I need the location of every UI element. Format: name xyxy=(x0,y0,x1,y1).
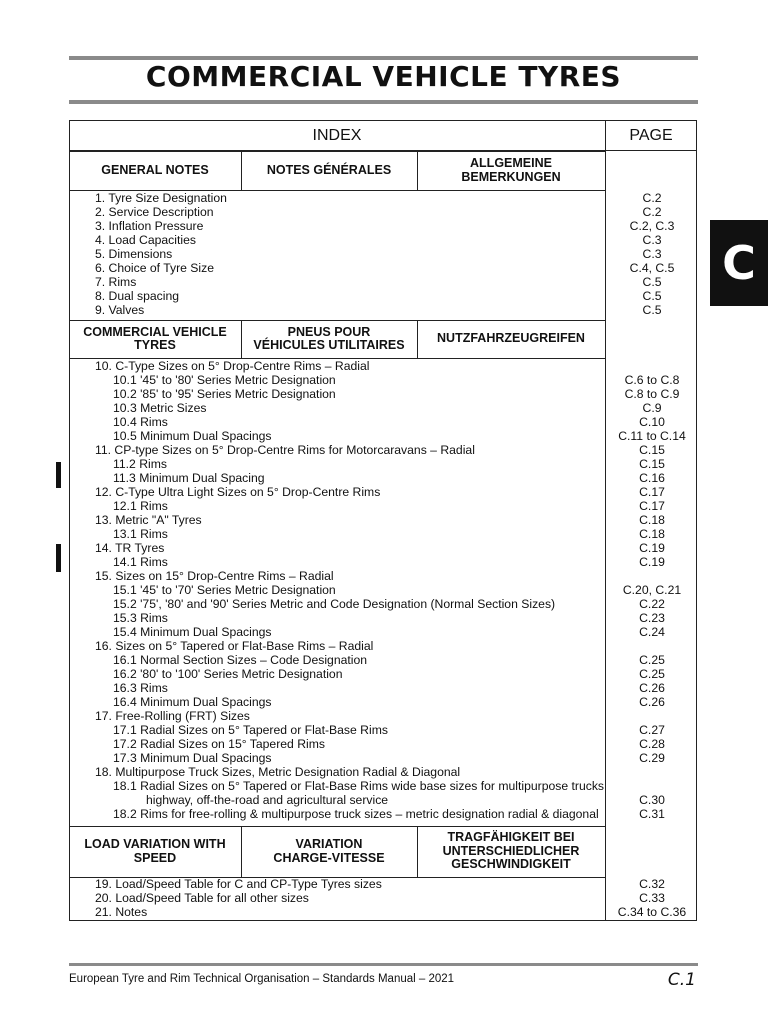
section-heading: NOTES GÉNÉRALES xyxy=(266,162,392,177)
entry-page: C.2 xyxy=(642,191,662,205)
footer-text: European Tyre and Rim Technical Organisation – Standards Manual – 2021 xyxy=(69,973,455,985)
index-entry: 16.4 Minimum Dual Spacings xyxy=(113,695,272,709)
entry-page: C.15 xyxy=(639,443,665,457)
section-heading: COMMERCIAL VEHICLE TYRES xyxy=(83,324,227,352)
entry-page: C.5 xyxy=(642,302,662,317)
index-entry: 10.5 Minimum Dual Spacings xyxy=(113,429,272,443)
index-entry: 10.4 Rims xyxy=(113,415,168,429)
index-entry: 15.4 Minimum Dual Spacings xyxy=(113,625,272,639)
index-entry: 3. Inflation Pressure xyxy=(95,218,204,233)
index-entry: 2. Service Description xyxy=(95,204,214,219)
entry-page: C.34 to C.36 xyxy=(617,904,687,919)
index-entry: 17. Free-Rolling (FRT) Sizes xyxy=(95,709,250,723)
index-entry: 15. Sizes on 15° Drop-Centre Rims – Radial xyxy=(95,569,334,583)
index-entry: 14. TR Tyres xyxy=(95,541,165,555)
entry-page: C.20, C.21 xyxy=(622,583,682,597)
index-entry: highway, off-the-road and agricultural service xyxy=(146,793,389,807)
index-entry: 11.3 Minimum Dual Spacing xyxy=(113,471,265,485)
entry-page: C.29 xyxy=(639,751,665,765)
entry-page: C.26 xyxy=(639,695,665,709)
index-entry: 18.1 Radial Sizes on 5° Tapered or Flat-Base Rims wide base sizes for multipurpose trucks xyxy=(113,779,605,793)
index-entry: 16.2 '80' to '100' Series Metric Designation xyxy=(113,667,343,681)
entry-page: C.9 xyxy=(642,401,662,415)
index-entry: 6. Choice of Tyre Size xyxy=(95,260,214,275)
page-heading: PAGE xyxy=(629,127,673,145)
entry-page: C.16 xyxy=(639,471,665,485)
entry-page: C.3 xyxy=(642,246,662,261)
entry-page: C.18 xyxy=(639,513,665,527)
section-heading: PNEUS POUR VÉHICULES UTILITAIRES xyxy=(253,324,405,352)
entry-page: C.5 xyxy=(642,274,662,289)
section-tab: C xyxy=(710,220,768,306)
index-entry: 4. Load Capacities xyxy=(95,232,196,247)
entry-page: C.33 xyxy=(639,890,665,905)
index-entry: 11. CP-type Sizes on 5° Drop-Centre Rims for Motorcaravans – Radial xyxy=(95,443,475,457)
index-entry: 18. Multipurpose Truck Sizes, Metric Designation Radial & Diagonal xyxy=(95,765,461,779)
index-entry: 16.1 Normal Section Sizes – Code Designation xyxy=(113,653,368,667)
section-heading: TRAGFÄHIGKEIT BEI UNTERSCHIEDLICHER GESCHWINDIGKEIT xyxy=(442,830,580,872)
index-entry: 15.3 Rims xyxy=(113,611,168,625)
index-entry: 11.2 Rims xyxy=(113,457,167,471)
entry-page: C.15 xyxy=(639,457,665,471)
change-bar xyxy=(56,462,61,488)
entry-page: C.31 xyxy=(639,807,665,821)
index-entry: 1. Tyre Size Designation xyxy=(95,191,227,205)
entry-page: C.17 xyxy=(639,485,665,499)
entry-page: C.23 xyxy=(639,611,665,625)
entry-page: C.3 xyxy=(642,232,662,247)
entry-page: C.30 xyxy=(639,793,665,807)
entry-page: C.25 xyxy=(639,653,665,667)
entry-page: C.2 xyxy=(642,204,662,219)
entry-page: C.25 xyxy=(639,667,665,681)
index-entry: 16. Sizes on 5° Tapered or Flat-Base Rims – Radial xyxy=(95,639,374,653)
index-entry: 18.2 Rims for free-rolling & multipurpose truck sizes – metric designation radial & diagonal xyxy=(113,807,599,821)
change-bar xyxy=(56,544,61,572)
entry-page: C.2, C.3 xyxy=(629,218,675,233)
entry-page: C.19 xyxy=(639,555,665,569)
section-heading: ALLGEMEINE BEMERKUNGEN xyxy=(461,156,561,184)
title-underline xyxy=(69,100,698,104)
index-entry: 12. C-Type Ultra Light Sizes on 5° Drop-Centre Rims xyxy=(95,485,381,499)
entry-page: C.27 xyxy=(639,723,665,737)
entry-page: C.8 to C.9 xyxy=(624,387,680,401)
index-entry: 15.2 '75', '80' and '90' Series Metric and Code Designation (Normal Section Sizes) xyxy=(113,597,556,611)
index-entry: 17.3 Minimum Dual Spacings xyxy=(113,751,272,765)
index-entry: 12.1 Rims xyxy=(113,499,168,513)
index-entry: 13.1 Rims xyxy=(113,527,168,541)
index-entry: 20. Load/Speed Table for all other sizes xyxy=(95,890,309,905)
footer-rule xyxy=(69,963,698,966)
entry-page: C.22 xyxy=(639,597,665,611)
index-entry: 15.1 '45' to '70' Series Metric Designation xyxy=(113,583,336,597)
index-entry: 19. Load/Speed Table for C and CP-Type Tyres sizes xyxy=(95,877,382,891)
index-entry: 13. Metric "A" Tyres xyxy=(95,513,202,527)
entry-page: C.10 xyxy=(639,415,665,429)
entry-page: C.17 xyxy=(639,499,665,513)
index-entry: 21. Notes xyxy=(95,904,148,919)
index-entry: 17.1 Radial Sizes on 5° Tapered or Flat-Base Rims xyxy=(113,723,388,737)
index-entry: 10.2 '85' to '95' Series Metric Designation xyxy=(113,387,336,401)
index-entry: 10. C-Type Sizes on 5° Drop-Centre Rims – Radial xyxy=(95,359,370,373)
entry-page: C.26 xyxy=(639,681,665,695)
index-entry: 16.3 Rims xyxy=(113,681,168,695)
index-entry: 10.1 '45' to '80' Series Metric Designation xyxy=(113,373,336,387)
entry-page: C.19 xyxy=(639,541,665,555)
index-entry: 9. Valves xyxy=(95,302,145,317)
section-heading: LOAD VARIATION WITH SPEED xyxy=(84,837,226,865)
entry-page: C.32 xyxy=(639,877,665,891)
entry-page: C.24 xyxy=(639,625,665,639)
page-number: C.1 xyxy=(667,970,696,990)
section-heading: NUTZFAHRZEUGREIFEN xyxy=(437,331,585,346)
entry-page: C.18 xyxy=(639,527,665,541)
entry-page: C.28 xyxy=(639,737,665,751)
index-entry: 7. Rims xyxy=(95,274,137,289)
entry-page: C.4, C.5 xyxy=(629,260,675,275)
page-title: COMMERCIAL VEHICLE TYRES xyxy=(145,60,622,93)
entry-page: C.11 to C.14 xyxy=(618,429,686,443)
section-heading: VARIATION CHARGE-VITESSE xyxy=(273,837,385,865)
index-entry: 5. Dimensions xyxy=(95,246,173,261)
index-heading: INDEX xyxy=(312,127,362,145)
section-heading: GENERAL NOTES xyxy=(101,162,209,177)
index-entry: 17.2 Radial Sizes on 15° Tapered Rims xyxy=(113,737,325,751)
entry-page: C.5 xyxy=(642,288,662,303)
entry-page: C.6 to C.8 xyxy=(624,373,680,387)
index-entry: 10.3 Metric Sizes xyxy=(113,401,207,415)
index-entry: 8. Dual spacing xyxy=(95,288,180,303)
index-entry: 14.1 Rims xyxy=(113,555,168,569)
